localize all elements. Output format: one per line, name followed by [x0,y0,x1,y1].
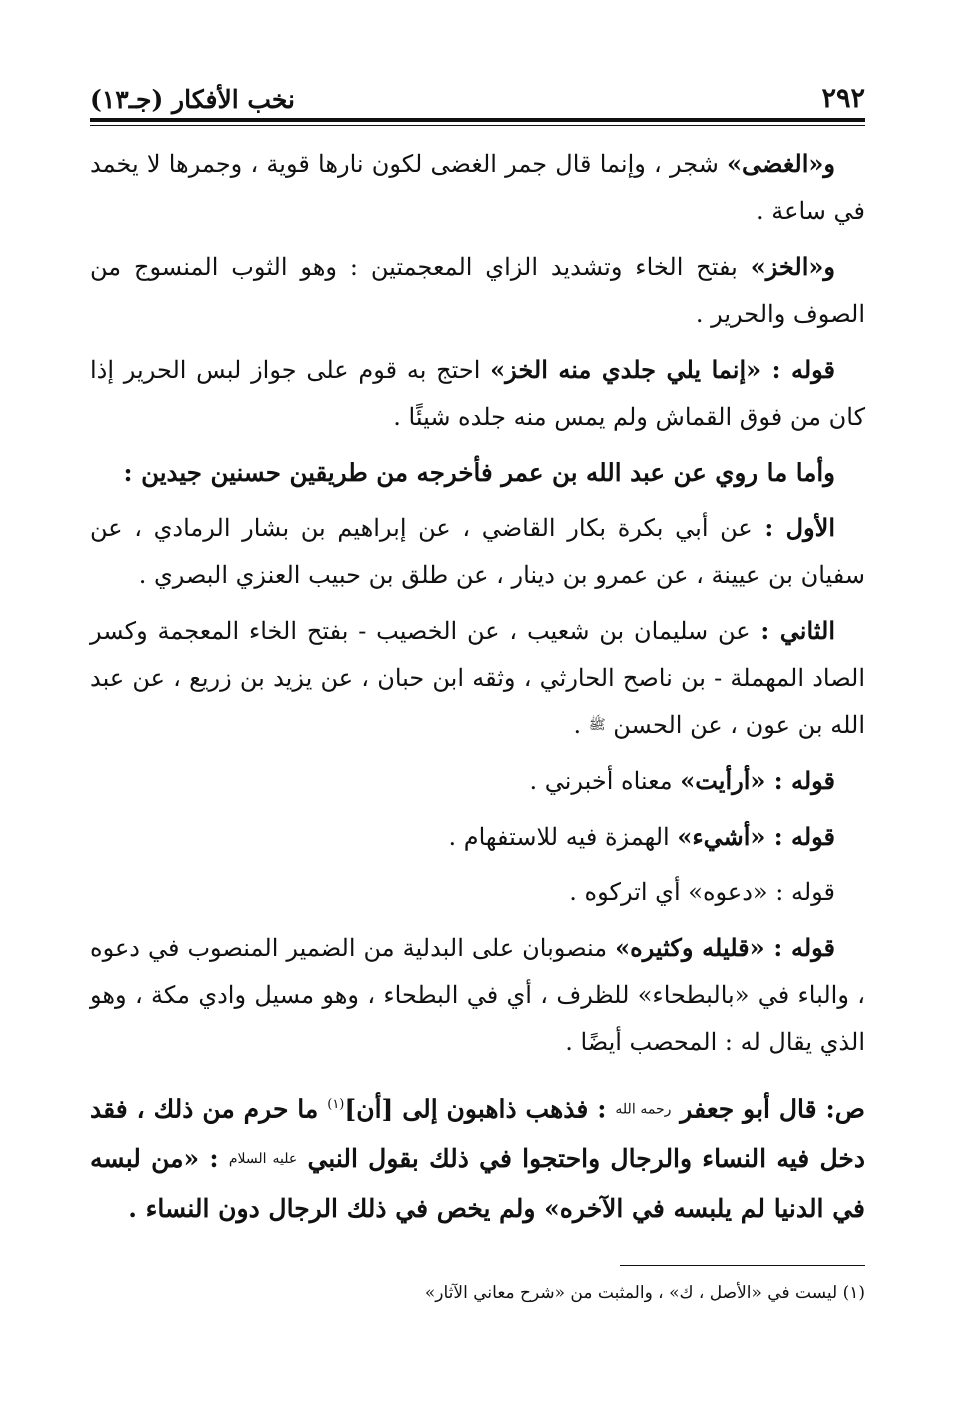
chain-text: عن أبي بكرة بكار القاضي ، عن إبراهيم بن بشار الرمادي ، عن سفيان بن عيينة ، عن عمرو بن دينار ، عن طلق بن حبيب العنزي البصري . [90,514,865,589]
short-line-daoohu [90,869,835,916]
paragraph-text: شجر ، وإنما قال جمر الغضى لكون نارها قوية ، وجمرها لا يخمد في ساعة . [90,150,865,225]
paragraph-silk-argument [90,346,865,441]
short-line-text: معناه أخبرني . [529,767,681,795]
term: قوله : «أشيء» [677,822,835,851]
paragraph-text: بفتح الخاء وتشديد الزاي المعجمتين : وهو الثوب المنسوج من الصوف والحرير . [90,253,865,328]
footnote-rule [620,1265,865,1266]
footnote-reference[interactable]: (١) [327,1097,345,1112]
book-title: نخب الأفكار (جـ١٣) [90,85,296,114]
page-header [90,70,865,114]
header-rule-thin [90,125,865,126]
footnote: (١) ليست في «الأصل ، ك» ، والمثبت من «شرح معاني الآثار» [424,1283,865,1304]
term: و«الخز» [750,252,835,281]
closing-part-2: : فذهب ذاهبون إلى [أن] [344,1094,616,1124]
paragraph-ghada [90,140,865,235]
short-line-text: قوله : «دعوه» أي اتركوه . [569,878,835,906]
chain-label: الثاني : [760,616,835,645]
term: و«الغضى» [727,149,835,178]
honorific-alayhissalam: عليه السلام [228,1151,298,1168]
paragraph-text: احتج به قوم على جواز لبس الحرير إذا كان من فوق القماش ولم يمس منه جلده شيئًا . [90,356,865,431]
term: قوله : «قليله وكثيره» [615,933,835,962]
short-line-araayta [90,757,835,805]
chain-label: الأول : [764,513,835,542]
honorific-glyph: ﷺ [588,717,606,733]
page-number: ٢٩٢ [821,83,865,114]
closing-part-3: ما حرم من ذلك ، فقد دخل فيه النساء والرجال واحتجوا في ذلك بقول النبي [90,1094,865,1174]
term: قوله : «إنما يلي جلدي منه الخز» [490,355,835,384]
chain-first [90,504,865,599]
closing-statement [90,1080,865,1233]
closing-part-1: ص: قال أبو جعفر [680,1094,865,1124]
book-page [90,70,865,1308]
paragraph-khaz [90,243,865,338]
honorific-rahimahullah: رحمه الله [615,1101,672,1118]
page-body [90,140,865,1233]
chain-second [90,607,865,749]
short-line-ashay [90,813,835,861]
chain-text: عن سليمان بن شعيب ، عن الخصيب - بفتح الخاء المعجمة وكسر الصاد المهملة - بن ناصح الحارثي ، وثقه ابن حبان ، عن يزيد بن زريع ، عن عبد الله بن عون ، عن الحسن [90,617,865,739]
chain-end: . [573,711,589,739]
header-rule-thick [90,118,865,122]
term: قوله : «أرأيت» [680,766,835,795]
short-line-text: الهمزة فيه للاستفهام . [448,823,678,851]
section-heading: وأما ما روي عن عبد الله بن عمر فأخرجه من طريقين حسنين جيدين : [123,458,835,487]
closing-part-4: : «من لبسه في الدنيا لم يلبسه في الآخره» ولم يخص في ذلك الرجال دون النساء . [90,1144,865,1224]
paragraph-text: منصوبان على البدلية من الضمير المنصوب في دعوه ، والباء في «بالبطحاء» للظرف ، أي في البطحاء ، وهو مسيل وادي مكة ، وهو الذي يقال له : المحصب أيضًا . [90,934,865,1056]
paragraph-qaleeluhu [90,924,865,1066]
